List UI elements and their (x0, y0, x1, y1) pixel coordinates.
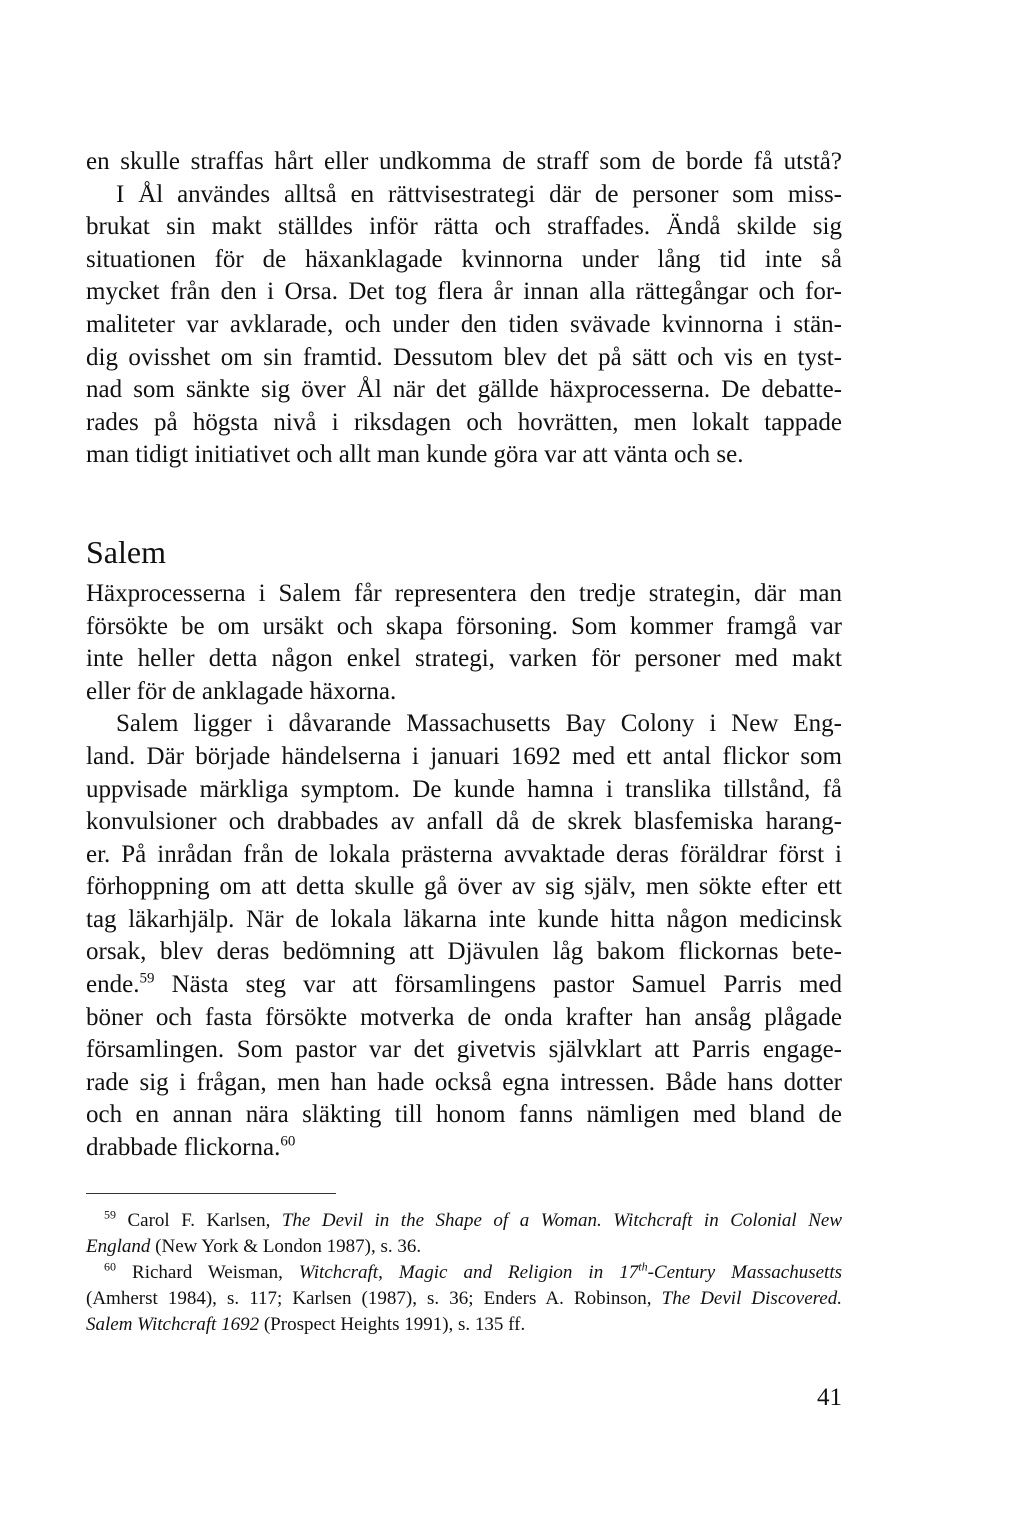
text-line (86, 969, 842, 1002)
footnote-reference[interactable]: 60 (280, 1133, 296, 1150)
text-line: dig ovisshet om sin framtid. Dessutom blev det på sätt och vis en tyst- (86, 343, 842, 371)
footnote-59 (86, 1208, 842, 1234)
text-segment: Nästa steg var att församlingens pastor Samuel Parris med (154, 971, 842, 999)
text-line: Häxprocesserna i Salem får representera den tredje strategin, där man (86, 579, 842, 607)
text-line: tag läkarhjälp. När de lokala läkarna inte kunde hitta någon medicinsk (86, 905, 842, 933)
text-line: er. På inrådan från de lokala prästerna avvaktade deras föräldrar först i (86, 840, 842, 868)
paragraph-salem-events (86, 708, 842, 1164)
text-line: situationen för de häxanklagade kvinnorna under lång tid inte så (86, 245, 842, 273)
footnote-divider (86, 1193, 336, 1194)
citation-title: England (86, 1235, 151, 1257)
footnote-text: (Prospect Heights 1991), s. 135 ff. (259, 1313, 526, 1335)
footnote-59-continuation (86, 1234, 842, 1260)
citation-title: The Devil in the Shape of a Woman. Witchcraft in Colonial New (281, 1209, 842, 1231)
text-line: en skulle straffas hårt eller undkomma de straff som de borde få utstå? (86, 148, 842, 175)
text-line: rades på högsta nivå i riksdagen och hovrätten, men lokalt tappade (86, 408, 842, 436)
page-number: 41 (817, 1384, 842, 1411)
text-line: inte heller detta någon enkel strategi, varken för personer med makt (86, 645, 842, 673)
text-line: förhoppning om att detta skulle gå över av sig själv, men sökte efter ett (86, 873, 842, 901)
text-line: konvulsioner och drabbades av anfall då de skrek blasfemiska harang- (86, 808, 842, 836)
paragraph-continuation (86, 146, 842, 472)
text-line: uppvisade märkliga symptom. De kunde hamna i translika tillstånd, få (86, 775, 842, 803)
text-line: och en annan nära släkting till honom fanns nämligen med bland de (86, 1101, 842, 1129)
page-content (86, 146, 842, 1338)
text-line: land. Där började händelserna i januari 1692 med ett antal flickor som (86, 742, 842, 770)
section-heading: Salem (86, 533, 166, 570)
footnote-number: 60 (104, 1259, 116, 1274)
footnote-60-continuation (86, 1312, 842, 1338)
text-line: Salem ligger i dåvarande Massachusetts Bay Colony i New Eng- (116, 710, 842, 738)
citation-title: Salem Witchcraft 1692 (86, 1313, 260, 1335)
footnote-number: 59 (104, 1207, 116, 1222)
text-line: församlingen. Som pastor var det givetvis självklart att Parris engage- (86, 1036, 842, 1064)
text-line: I Ål användes alltså en rättvisestrategi där de personer som miss- (116, 180, 842, 208)
paragraph-salem-intro (86, 578, 842, 708)
ordinal-suffix: th (638, 1259, 648, 1274)
text-segment: ende. (86, 971, 140, 999)
footnote-reference[interactable]: 59 (139, 970, 155, 987)
footnote-60-continuation (86, 1286, 842, 1312)
text-line: maliteter var avklarade, och under den tiden svävade kvinnorna i stän- (86, 310, 842, 338)
footnote-text: Richard Weisman, (116, 1261, 299, 1283)
text-line: nad som sänkte sig över Ål när det gällde häxprocesserna. De debatte- (86, 376, 842, 404)
text-line: eller för de anklagade häxorna. (86, 677, 397, 705)
text-segment: drabbade flickorna. (86, 1134, 281, 1162)
text-line: man tidigt initiativet och allt man kunde göra var att vänta och se. (86, 441, 744, 469)
citation-title-part: Witchcraft, Magic and Religion in 17 (298, 1261, 639, 1283)
citation-title: The Devil Discovered. (661, 1287, 842, 1309)
text-line: brukat sin makt ställdes inför rätta och straffades. Ändå skilde sig (86, 213, 842, 241)
footnote-text: Carol F. Karlsen, (116, 1209, 282, 1231)
text-line: orsak, blev deras bedömning att Djävulen låg bakom flickornas bete- (86, 938, 842, 966)
text-line: rade sig i frågan, men han hade också egna intressen. Både hans dotter (86, 1068, 842, 1096)
footnote-text: (Amherst 1984), s. 117; Karlsen (1987), s. 36; Enders A. Robinson, (86, 1287, 662, 1309)
footnote-text: (New York & London 1987), s. 36. (150, 1235, 422, 1257)
citation-title-part: -Century Massachusetts (647, 1261, 843, 1283)
text-line (86, 1132, 842, 1165)
text-line: försökte be om ursäkt och skapa försoning. Som kommer framgå var (86, 612, 842, 640)
footnotes (86, 1208, 842, 1338)
footnote-60 (86, 1260, 842, 1286)
citation-title (298, 1259, 843, 1283)
text-line: böner och fasta försökte motverka de onda krafter han ansåg plågade (86, 1003, 842, 1031)
text-line: mycket från den i Orsa. Det tog flera år innan alla rättegångar och for- (86, 278, 842, 306)
